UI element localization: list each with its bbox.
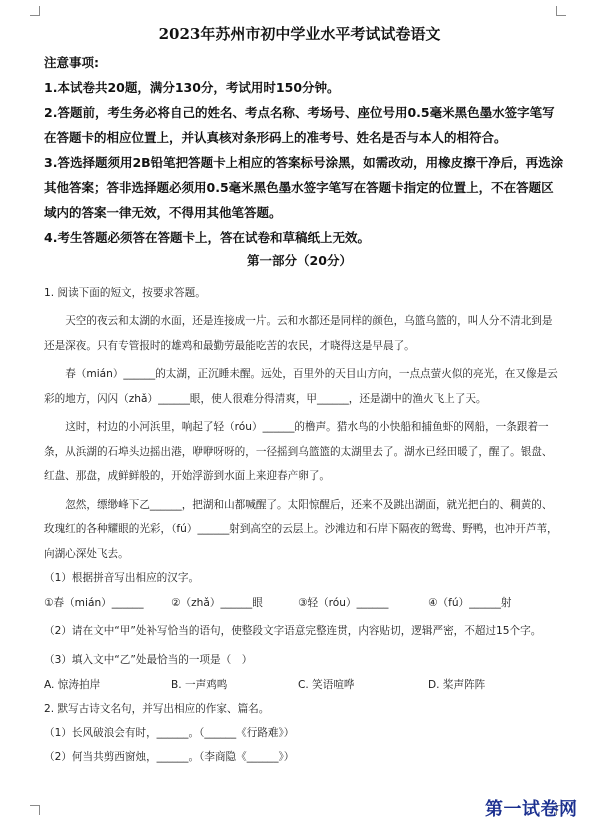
note-item: 3.答选择题须用2B铅笔把答题卡上相应的答案标号涂黑，如需改动，用橡皮擦干净后，再选涂其他答案；答非选择题必须用0.5毫米黑色墨水签字笔写在答题卡指定的位置上，不在答题区域内的答案一律无效，不得用其他笔答题。	[44, 155, 564, 220]
subquestion-1: （1）根据拼音写出相应的汉字。	[44, 572, 200, 584]
passage-paragraph: 忽然，缥缈峰下乙______，把湖和山都喊醒了。太阳惊醒后，还来不及跳出湖面，就光把白的、稠黄的、玫瑰红的各种耀眼的光彩，（fú）______射到高空的云层上。沙滩边和石岸下隔夜的鸳鸯、野鸭，也冲开芦苇，向湖心深处飞去。	[44, 498, 558, 560]
subquestion-2: （2）请在文中“甲”处补写恰当的语句，使整段文字语意完整连贯，内容贴切，逻辑严密，不超过15个字。	[44, 625, 542, 637]
question-2-prompt: 2. 默写古诗文名句，并写出相应的作家、篇名。	[44, 703, 270, 715]
pinyin-blank: ④（fú）______射	[428, 597, 512, 609]
passage-paragraph: 天空的夜云和太湖的水面，还是连接成一片。云和水都还是同样的颜色，乌篮乌篮的，叫人分不清北到是还是深夜。只有专管报时的雄鸡和最勤劳最能吃苦的农民，才晓得这是早晨了。	[44, 315, 553, 352]
choice-option: D. 桨声阵阵	[428, 679, 486, 691]
passage-paragraph: 春（mián）______的太湖，正沉睡未醒。远处，百里外的天目山方向，一点点萤火似的亮光，在又像是云彩的地方，闪闪（zhǎ）______眼，使人很难分得清爽，甲______，还是湖中的渔火飞上了天。	[44, 368, 558, 405]
passage-paragraph: 这时，村边的小河浜里，响起了轻（róu）______的橹声。猎水鸟的小快船和捕鱼虾的网船，一条跟着一条，从浜湖的石埠头边摇出港，咿咿呀呀的，一径摇到乌篮篮的太湖里去了。湖水已经田暖了，醒了。银盘、红盘、那盘，成鲜鲜般的，开始浮游到水面上来迎春产卵了。	[44, 421, 553, 482]
notes-heading: 注意事项:	[44, 55, 99, 70]
part-title: 第一部分（20分）	[247, 253, 352, 268]
pinyin-blank: ②（zhǎ）______眼	[171, 597, 263, 609]
site-watermark: 第一试卷网	[485, 799, 578, 820]
crop-mark	[556, 6, 566, 16]
pinyin-blanks	[44, 591, 562, 615]
choice-option: C. 笑语喧哗	[298, 679, 355, 691]
poem-line: （2）何当共剪西窗烛，______。（李商隐《______》）	[44, 751, 295, 763]
page-title: 2023年苏州市初中学业水平考试试卷语文	[158, 25, 441, 43]
exam-notes	[44, 50, 564, 250]
poem-line: （1）长风破浪会有时，______。（______《行路难》）	[44, 727, 295, 739]
pinyin-blank: ①春（mián）______	[44, 597, 144, 609]
choice-option: B. 一声鸡鸣	[171, 679, 228, 691]
reading-passage	[44, 309, 562, 566]
subquestion-3: （3）填入文中“乙”处最恰当的一项是（ ）	[44, 654, 253, 666]
crop-mark	[30, 6, 40, 16]
choice-options	[44, 673, 562, 697]
note-item: 2.答题前，考生务必将自己的姓名、考点名称、考场号、座位号用0.5毫米黑色墨水签字笔写在答题卡的相应位置上，并认真核对条形码上的准考号、姓名是否与本人的相符合。	[44, 105, 555, 145]
note-item: 4.考生答题必须答在答题卡上，答在试卷和草稿纸上无效。	[44, 230, 370, 245]
question-1-prompt: 1. 阅读下面的短文，按要求答题。	[44, 287, 206, 299]
choice-option: A. 惊涛拍岸	[44, 679, 101, 691]
crop-mark	[30, 805, 40, 815]
questions	[44, 282, 562, 769]
note-item: 1.本试卷共20题，满分130分，考试用时150分钟。	[44, 80, 340, 95]
pinyin-blank: ③轻（róu）______	[298, 597, 389, 609]
